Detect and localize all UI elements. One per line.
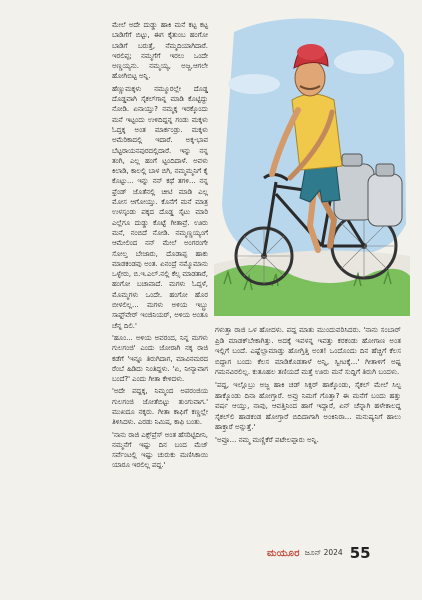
milk-cans — [334, 154, 402, 226]
page-number: 55 — [349, 544, 371, 562]
magazine-logo: ಮಯೂರ — [267, 547, 300, 559]
paragraph: 'ಅದೇ ಪದ್ದಕ್ಕ, ನಿಮ್ಮಂದ ಅಪರಂಜಿಯ ಗುಲಗಂಜಿ ಜೋತೆಬಿಟ್ಟು ತುಂಗುವಾಗ.' ಮುಖದೂ ನಕ್ಕರು. ಗೀತಾ ಕಾಫಿಗೆ ಕಣ್ಣಲ್ಲೇ ತಿಳಿಸಿದಳು. ಎರಡು ನಿಮಿಷ, ಕಾಫಿ ಬಂತು. — [112, 387, 208, 427]
paragraph: ಮೇಲೆ ಅದೇ ದುಡ್ಡು ಹಾಕಿ ಮನೆ ಕಟ್ಟ ಕಟ್ಟ ಬಾಡಿಗೆಗೆ ಬಿಟ್ಟು, ಈಗ ಕೈತುಂಬ ಹಂಗೋ ಬಾಡಿಗೆ ಬರುತ್ತೆ, ನೆಮ್ಮದಿಯಾಗಿದಾರೆ. ಇರಲಿಪ್ಪ; ನಮ್ಮಗೆಗೆ ಇರಲು ಒಂದೇ ಅಣ್ಣಯ್ಯನು. ನಮ್ಮಯ್ಯ, ಅಜ್ಜ,ಆಗಲೇ ಹೋಗಿಬಿಟ್ಟ ಅನ್ನಿ. — [112, 21, 208, 81]
issue-date: ಜೂನ್ 2024 — [304, 548, 343, 557]
page-footer — [267, 542, 407, 564]
illustration-old-man-on-bicycle — [214, 14, 410, 316]
paragraph: 'ಪದ್ದ, ಇಲ್ಲೊಬ್ರು ಅಜ್ಜ ಹಾಕಿ ಚಡ್ ಸಿಕ್ಸರ್ ಹಾಕ್ಕೊಂಡು, ಸೈಕಲ್ ಮೇಲೆ ಸಿಲ್ಟ ಹಾಕ್ಕೊಂಡು ದಿನಾ ಹೋಗ್ತಾರೆ. ಅವ್ರು ನಿಮಗೆ ಗೊತ್ತಾ? ಈ ಮನೆಗೆ ಬಂದು ಹತ್ತು ವರ್ಷ ಆಯ್ತು, ನಾವು, ಆವತ್ತಿನಿಂದ ಹಾಗೆ ಇದ್ದಾರೆ, ಏನ್ ಚೆನ್ನಾಗಿ ಹಳೇಕಾಲದ್ದ ಸೈಕಲ್‌ಲಿ ಹಾಡಕಂಡ ಹೋಗ್ತಾರೆ ಬಿದಿದಾಗಾಗಿ ಅಂಕಿನಿರಾ... ಮನುಷ್ಯನಿಗೆ ಹಾಲು ಹಾಕ್ತಾರೆ ಅನ್ಸುತ್ತೆ.' — [215, 379, 401, 432]
paragraph: 'ಅವ್ರೂ... ನಮ್ಮ ಮಣ್ಣಿಕೆರೆ ಪಟೇಲಪ್ಪಾರು ಅನ್ನಿ. — [215, 434, 319, 444]
right-text-column — [215, 325, 401, 448]
paragraph: ಗಳುತ್ತಾ ರಾಜಿ ಒಳ ಹೋದಳು. ಪದ್ದ ಮಾತು ಮುಂದುವರಿಸಿದರು. 'ನಾನು ಸಂಬಾರ್ ಪ್ರಿಡಿ ಮಾಡಕ್‌ಬೇಕಾಗಿತ್ತು. ಅದಕ್ಕೆ ಇವಳನ್ನ ಇವತ್ತು ಕರಕಂಡು ಹೋಗಾಣ ಅಂತ ಇಲ್ಲಿಗೆ ಬಂದೆ. ಎಷ್ಟೆಲ್ಲಾಮಾಡ್ತು ಹೋಗ್ತಿತ್ತಿ ಅಂತ! ಒಂದೊಂದು ದಿನ ಹೆಚ್ಚಿಗೆ ಕೆಲಸ ಬಿದ್ದಾಗ ಬಂದು ಕೆಲಸ ಮಾಡಿಕೊಡತಾಳೆ ಅನ್ನಿ, ಸ್ವೀಟಕ್ಕೆ...' ಗೀತಾಳಿಗೆ ಅಷ್ಟ ಗಮನವಿರಲಿಲ್ಲ. ಕುತೂಹಲ ತಣಿಯದೆ ಮತ್ತೆ ಊರು ಮನೆ ಸುದ್ದಿಗೆ ತಿರುಗಿ ಬಂದಳು. — [215, 325, 401, 377]
paragraph: 'ಹೂಂ... ಅಳಿಯ ಅವರಂದ, ನಿನ್ನ ಮಗಳು ಗುಲಗಂಜಿ' ಎಂದು ಜೋರಾಗಿ ನಕ್ಕ ರಾಜಿ ಕಡೆಗೆ 'ಇನ್ನೂ ತಿರುಗಿದಾಗ, ಮಾವಿನಮರದ ರೆಂಬೆ ಹಿಡಿದು ನಿಂತಿದ್ದಳು. 'ಏ, ನೀನ್ಯಾವಾಗ ಬಂದೆ?' ಎಂದು ಗೀತಾ ಕೇಳಿದಳು. — [112, 333, 208, 384]
left-text-column — [112, 20, 208, 473]
paragraph: 'ನಾನು ರಾಜಿ ಎಕ್ಸ್‌ಪ್ರೆಸ್ ಅಂತ ಹೆಸರಿಟ್ಟಿದೀನಿ, ನಮ್ಮನೆಗೆ ಇಷ್ಟು ದಿನ ಬಂದ ಮೆಜ್ ಸರ್ವೆಂಟಲ್ಲಿ ಇಷ್ಟು ಚುರುಕು ಮಣಿಸಿಕಾಯಿ ಯಾರೂ ಇರಲಿಲ್ಲ ಪದ್ದ.' — [112, 430, 209, 470]
paragraph: ಹೆಣ್ಣುಮಕ್ಕಳು ನಮ್ಮೂರಲ್ಲೇ ದೊಡ್ಡ ದೊಡ್ಡವಾಗಿ ಸೈಕಲ್‌ಗಾನ್ನ ಮಾಡಿ ಕೊಟ್ಟಿದ್ದು ನೋಡಿ. ಏನಾಯ್ತು? ನಮ್ಮಕ್ಕ ಇರಕ್ಕೊಂದು ಮನೆ ಇಟ್ಟಂದು ಉಳಿದಿದ್ದನ್ನ ಗಂಡು ಮಕ್ಕಳು ಓದ್ತಕ್ಕ ಅಂತ ಮಾರ್ಕಂಡ್ರು. ಮಕ್ಕಳು ಅಮೆರಿಕಾದಲ್ಲಿ ಇದಾರೆ. ಅಕ್ಕ-ಭಾವ ಬೆಟ್ಟರಾಯನಪುರದಲ್ಲಿದಾರೆ. ಇನ್ನು ನನ್ನ ತಂಗಿ, ಎಲ್ಲ ಹಂಗೆ ಟ್ಟಂದಿದಾಳೆ. ಅವಳು ಕಿಲಾಡಿ, ಕಾಲಲ್ಲಿ ಬಾಳ ಬಿಗಿ, ನಮ್ಮಮ್ಮನಿಗೆ ಕೈ ಕೊಟ್ಟು... ಇನ್ನು ನನ್ ಕಥೆ ತಗಳಿ... ನನ್ನ ಫ್ರೆಂಡ್ ಜೊತೆನಲ್ಲಿ ಚೀಟಿ ಮಾಡಿ ಎಲ್ಲ ಮೋಸ ಆಗೋಯ್ತು. ಕೊನೆಗೆ ಮನೆ ಮಾತ್ರ ಉಳಸ್ಕಂಡು ಪಕ್ಕದ ದೊಡ್ಡ ಸೈಟು ಮಾರಿ ಎಲ್ಲೆಗೂ ದುಡ್ಡು ಕೊಟ್ಟೆ ಗೀತಾವ್ರೆ. ಊರು ಮನೆ, ನಂಬಿದೆ ನೋಡಿ. ನಮ್ಮಣ್ಣಯ್ಯಂಗೆ ಆಮೇಲಿಂದ ನನ್ ಮೇಲೆ ಅಂಗರಂಗೇ ಸೋಲ್ತ ಬೇಜಾರು, ದೊಡಾಪ್ಪ ಹಾಕು ಮಾಡಕಂಡವು ಅಂತ. ಏನಂದ್ರೆ ನಮ್ಮೊಮಾನು ಒಳ್ಳೇರು, ಬಿ.ಇ.ಎಲ್.ನಲ್ಲಿ ಕೆಲ್ಸ ಮಾಡತಾರೆ, ಹಂಗೋ ಬಚಾವಾದೆ. ಮಗಳು ಓದ್ಸಳೆ, ಮೊಮ್ಮಗಳು ಒಂದೇ. ಹಂಗೋ ಹೊರ ಬೀಳಲಿಲ್ಲ... ಮಗಳು ಅಳಿಯ ಇಬ್ಬ್ರು ಸಾಫ್ಟ್‌ವೇರ್ ಇಂಜಿನಿಯರ್, ಅಳಿಯ ಅಂತೂ ಚೆನ್ನ ದಿಲಿ.' — [112, 84, 208, 330]
